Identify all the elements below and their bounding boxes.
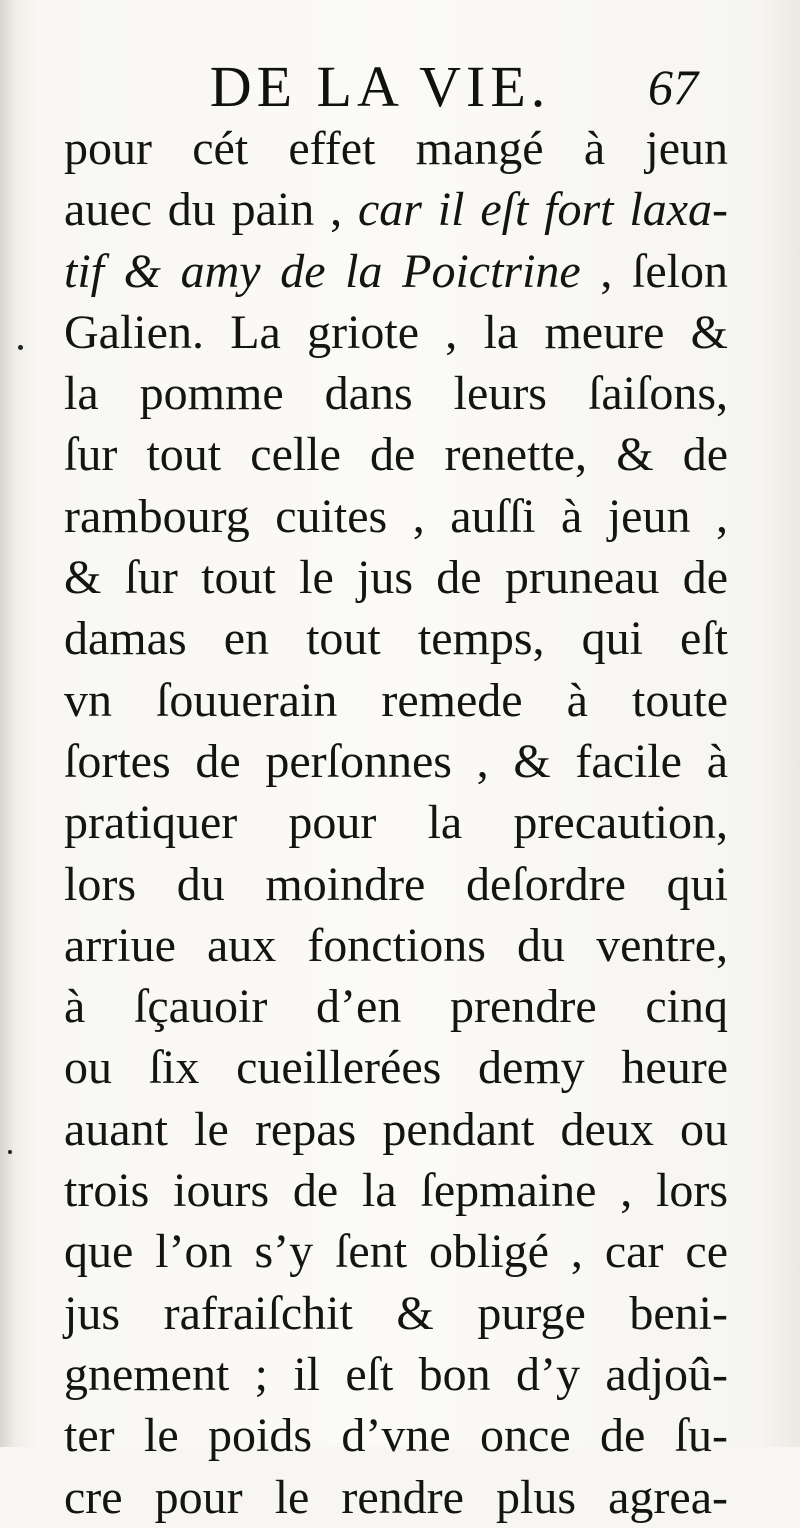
text-line xyxy=(64,1467,728,1528)
text-run: lors du moindre deſordre qui xyxy=(64,857,728,911)
text-run: ou ſix cueillerées demy heure xyxy=(64,1041,728,1095)
text-line xyxy=(64,241,728,302)
text-run: & ſur tout le jus de pruneau de xyxy=(64,551,728,605)
text-run: damas en tout temps, qui eſt xyxy=(64,612,728,666)
running-head: DE LA VIE. xyxy=(209,54,551,119)
text-line xyxy=(64,1037,728,1098)
text-line xyxy=(64,1405,728,1466)
text-line xyxy=(64,363,728,424)
body-text xyxy=(64,118,728,1528)
text-line xyxy=(64,1221,728,1282)
text-run: , ſelon xyxy=(580,244,728,298)
text-line xyxy=(64,486,728,547)
text-run: vn ſouuerain remede à toute xyxy=(64,673,728,727)
text-run: rambourg cuites , auſſi à jeun , xyxy=(64,489,728,543)
text-run: auec du pain , xyxy=(64,183,358,237)
text-run: jus rafraiſchit & purge beni- xyxy=(64,1286,728,1340)
text-line xyxy=(64,1283,728,1344)
text-line xyxy=(64,302,728,363)
text-run: que l’on s’y ſent obligé , car ce xyxy=(64,1225,728,1279)
text-run: gnement ; il eſt bon d’y adjoû- xyxy=(64,1347,728,1401)
text-run: ſortes de perſonnes , & facile à xyxy=(64,734,728,788)
text-run: trois iours de la ſepmaine , lors xyxy=(64,1164,728,1218)
text-line xyxy=(64,1344,728,1405)
text-line xyxy=(64,670,728,731)
text-run: cre pour le rendre plus agrea- xyxy=(64,1470,728,1524)
text-run: la pomme dans leurs ſaiſons, xyxy=(64,367,728,421)
italic-text-run: car il eſt fort laxa- xyxy=(357,183,728,237)
scan-edge-shadow xyxy=(0,0,14,1447)
text-run: auant le repas pendant deux ou xyxy=(64,1102,728,1156)
text-run: arriue aux fonctions du ventre, xyxy=(64,918,728,972)
page-header xyxy=(0,52,800,122)
text-line xyxy=(64,1099,728,1160)
text-line xyxy=(64,547,728,608)
text-run: ter le poids d’vne once de ſu- xyxy=(64,1409,728,1463)
text-line xyxy=(64,1160,728,1221)
text-line xyxy=(64,915,728,976)
text-line xyxy=(64,179,728,240)
text-line xyxy=(64,118,728,179)
text-line xyxy=(64,731,728,792)
text-line xyxy=(64,792,728,853)
text-run: ſur tout celle de renette, & de xyxy=(64,428,728,482)
text-line xyxy=(64,424,728,485)
text-line xyxy=(64,608,728,669)
ink-speck xyxy=(8,1150,12,1154)
text-run: à ſçauoir d’en prendre cinq xyxy=(64,980,728,1034)
page-number: 67 xyxy=(648,59,698,115)
text-line xyxy=(64,976,728,1037)
text-run: pour cét effet mangé à jeun xyxy=(64,122,728,175)
italic-text-run: tif & amy de la Poictrine xyxy=(64,244,581,298)
text-run: Galien. La griote , la meure & xyxy=(64,305,728,359)
ink-speck xyxy=(18,345,23,350)
text-line xyxy=(64,854,728,915)
text-run: pratiquer pour la precaution, xyxy=(64,796,728,850)
